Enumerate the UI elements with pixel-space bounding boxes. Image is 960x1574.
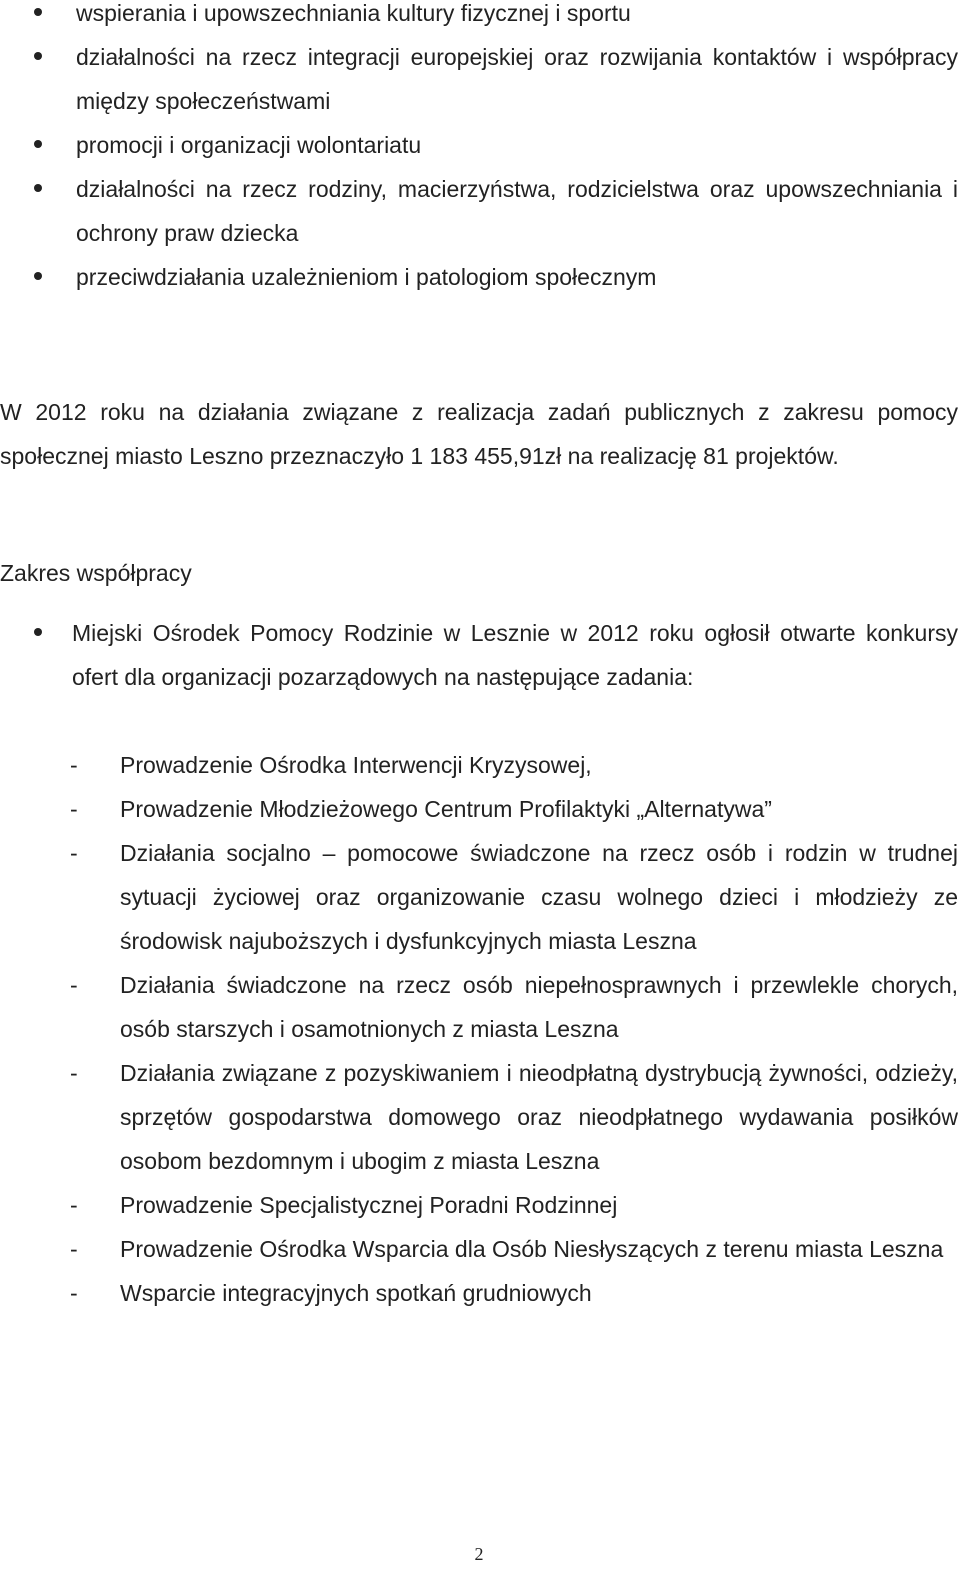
list-item: wspierania i upowszechniania kultury fizycznej i sportu — [0, 0, 958, 35]
top-bullet-list — [0, 0, 958, 299]
task-item: - Wsparcie integracyjnych spotkań grudniowych — [0, 1271, 958, 1315]
dash-marker: - — [70, 972, 78, 998]
section-heading: Zakres współpracy — [0, 560, 192, 586]
list-item: działalności na rzecz integracji europejskiej oraz rozwijania kontaktów i współpracy między społeczeństwami — [0, 35, 958, 123]
list-item: promocji i organizacji wolontariatu — [0, 123, 958, 167]
task-item: - Działania socjalno – pomocowe świadczone na rzecz osób i rodzin w trudnej sytuacji życiowej oraz organizowanie czasu wolnego dzieci i młodzieży ze środowisk najuboższych i dysfunkcyjnych miasta Leszna — [0, 831, 958, 963]
bullet-icon — [34, 272, 42, 280]
task-item: - Prowadzenie Specjalistycznej Poradni Rodzinnej — [0, 1183, 958, 1227]
list-item: przeciwdziałania uzależnieniom i patologiom społecznym — [0, 255, 958, 299]
task-item: - Prowadzenie Młodzieżowego Centrum Profilaktyki „Alternatywa” — [0, 787, 958, 831]
dash-marker: - — [70, 1192, 78, 1218]
dash-marker: - — [70, 1280, 78, 1306]
dash-marker: - — [70, 1060, 78, 1086]
dash-marker: - — [70, 752, 78, 778]
dash-marker: - — [70, 1236, 78, 1262]
task-list — [0, 743, 958, 1315]
dash-marker: - — [70, 840, 78, 866]
bullet-icon — [34, 52, 42, 60]
task-item: - Działania związane z pozyskiwaniem i nieodpłatną dystrybucją żywności, odzieży, sprzętów gospodarstwa domowego oraz nieodpłatnego wydawania posiłków osobom bezdomnym i ubogim z miasta Leszna — [0, 1051, 958, 1183]
mops-bullet-list — [0, 611, 958, 699]
dash-marker: - — [70, 796, 78, 822]
bullet-icon — [34, 184, 42, 192]
task-item: - Prowadzenie Ośrodka Interwencji Kryzysowej, — [0, 743, 958, 787]
list-item: działalności na rzecz rodziny, macierzyństwa, rodzicielstwa oraz upowszechniania i ochrony praw dziecka — [0, 167, 958, 255]
page-number: 2 — [474, 1544, 484, 1564]
task-item: - Prowadzenie Ośrodka Wsparcia dla Osób Niesłyszących z terenu miasta Leszna — [0, 1227, 958, 1271]
summary-paragraph: W 2012 roku na działania związane z realizacja zadań publicznych z zakresu pomocy społecznej miasto Leszno przeznaczyło 1 183 455,91zł na realizację 81 projektów. — [0, 399, 958, 469]
task-item: - Działania świadczone na rzecz osób niepełnosprawnych i przewlekle chorych, osób starszych i osamotnionych z miasta Leszna — [0, 963, 958, 1051]
list-item: Miejski Ośrodek Pomocy Rodzinie w Lesznie w 2012 roku ogłosił otwarte konkursy ofert dla organizacji pozarządowych na następujące zadania: — [0, 611, 958, 699]
bullet-icon — [34, 8, 42, 16]
bullet-icon — [34, 628, 42, 636]
bullet-icon — [34, 140, 42, 148]
